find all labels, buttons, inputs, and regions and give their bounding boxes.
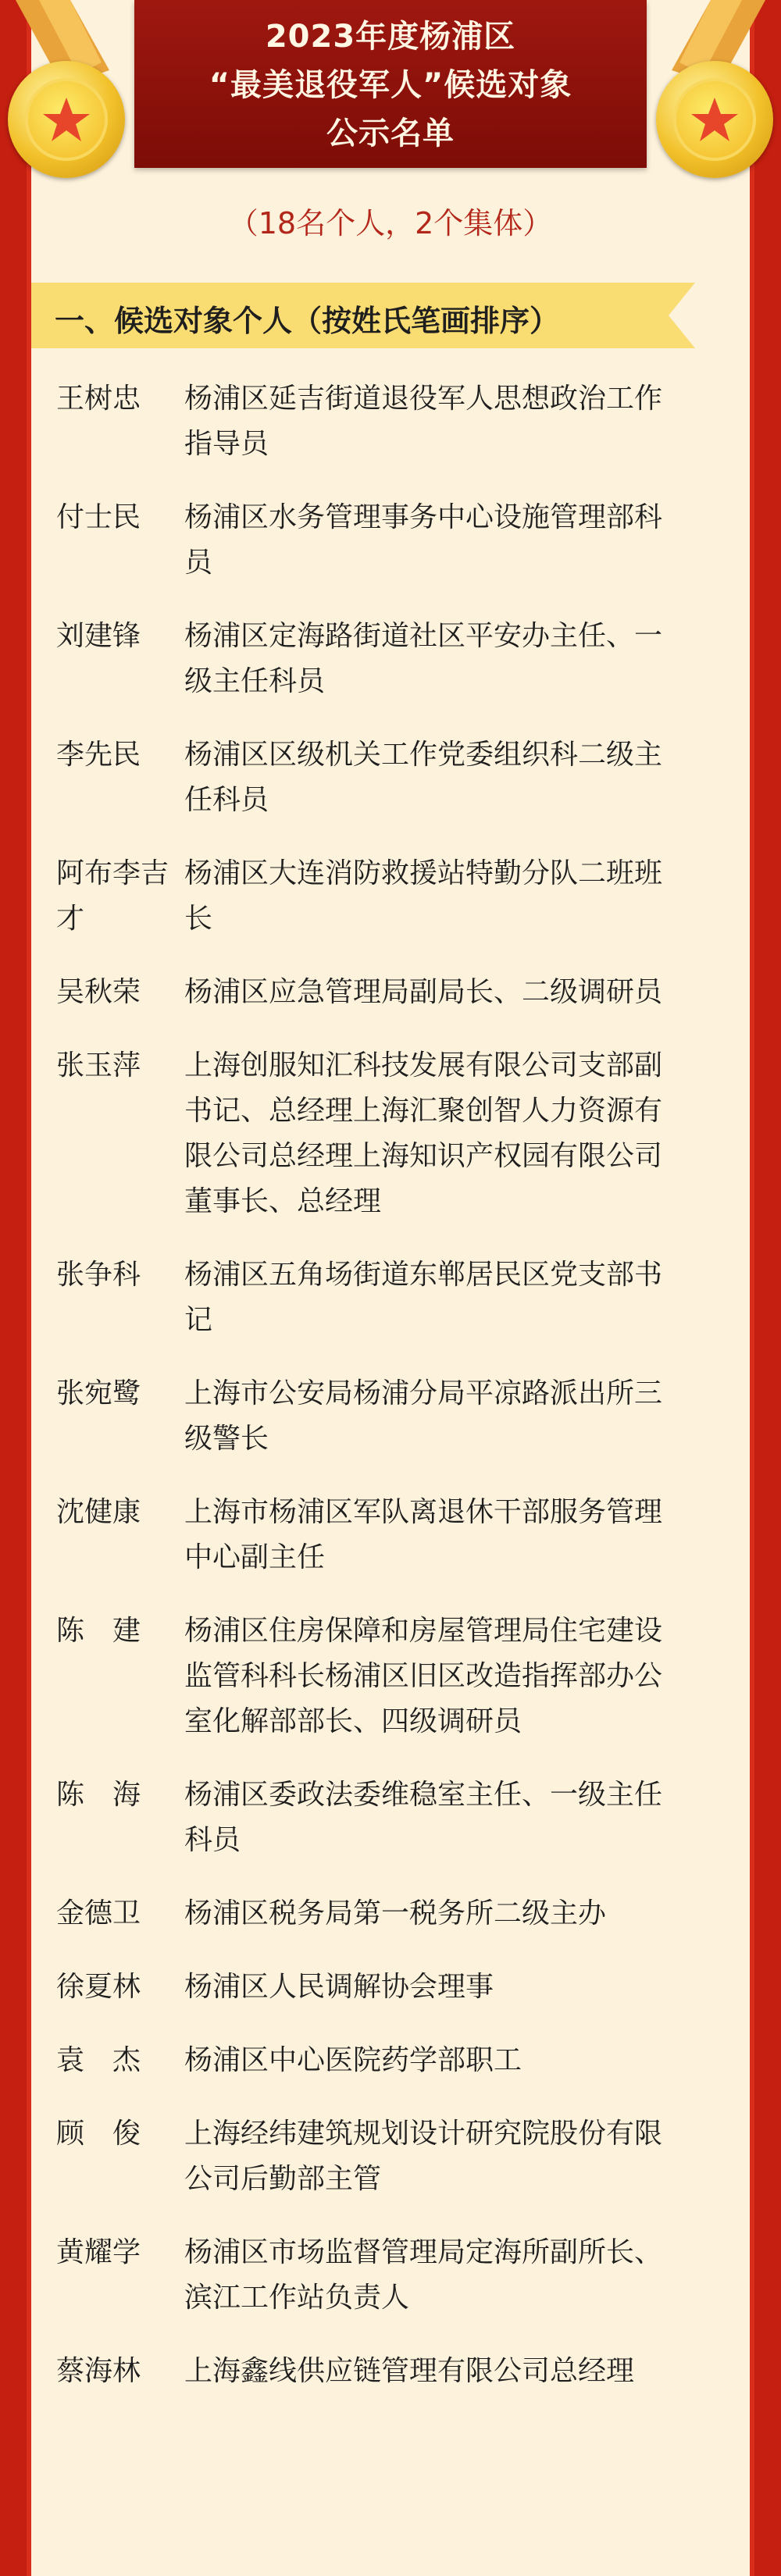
candidate-name: 刘建锋 [56, 620, 141, 652]
candidate-title: 杨浦区应急管理局副局长、二级调研员 [184, 976, 663, 1008]
list-item [0, 1356, 781, 1474]
candidate-name: 王树忠 [56, 383, 141, 415]
list-item [0, 1028, 781, 1237]
list-item [0, 836, 781, 954]
candidate-name: 金德卫 [56, 1897, 141, 1929]
candidate-title: 杨浦区水务管理事务中心设施管理部科员 [184, 501, 663, 579]
candidate-title: 杨浦区定海路街道社区平安办主任、一级主任科员 [184, 620, 663, 697]
list-item [0, 2214, 781, 2333]
candidate-name: 徐夏林 [56, 1971, 141, 2003]
candidate-name: 李先民 [56, 739, 141, 771]
candidate-name: 付士民 [56, 501, 141, 533]
list-item [0, 1876, 781, 1949]
candidate-title: 杨浦区五角场街道东郸居民区党支部书记 [184, 1259, 663, 1336]
candidate-name: 陈建 [56, 1615, 169, 1647]
candidate-title: 上海经纬建筑规划设计研究院股份有限公司后勤部主管 [184, 2118, 663, 2195]
candidate-name: 袁杰 [56, 2044, 169, 2076]
candidate-title: 杨浦区人民调解协会理事 [184, 1971, 494, 2003]
list-item [0, 361, 781, 479]
candidate-title: 上海创服知汇科技发展有限公司支部副书记、总经理上海汇聚创智人力资源有限公司总经理上海知识产权园有限公司董事长、总经理 [184, 1049, 663, 1217]
candidate-name: 顾俊 [56, 2118, 169, 2150]
title-line-2: “最美退役军人”候选对象 [209, 67, 572, 103]
candidate-name: 张争科 [56, 1259, 141, 1291]
candidate-title: 杨浦区延吉街道退役军人思想政治工作指导员 [184, 383, 663, 460]
candidate-title: 杨浦区税务局第一税务所二级主办 [184, 1897, 607, 1929]
list-item [0, 1237, 781, 1356]
candidate-title: 杨浦区市场监督管理局定海所副所长、滨江工作站负责人 [184, 2236, 663, 2314]
candidate-title: 杨浦区大连消防救援站特勤分队二班班长 [184, 857, 663, 935]
list-item [0, 598, 781, 717]
candidate-name: 沈健康 [56, 1496, 141, 1528]
candidate-title: 杨浦区中心医院药学部职工 [184, 2044, 522, 2076]
list-item [0, 2333, 781, 2407]
list-item [0, 1474, 781, 1593]
list-item [0, 2022, 781, 2096]
candidate-name: 蔡海林 [56, 2355, 141, 2387]
list-item [0, 2096, 781, 2214]
candidate-title: 杨浦区住房保障和房屋管理局住宅建设监管科科长杨浦区旧区改造指挥部办公室化解部部长、四级调研员 [184, 1615, 663, 1737]
candidate-title: 杨浦区委政法委维稳室主任、一级主任科员 [184, 1779, 663, 1856]
candidate-name: 张玉萍 [56, 1049, 141, 1081]
section-title: 一、候选对象个人（按姓氏笔画排序） [55, 304, 560, 338]
list-item [0, 1949, 781, 2022]
list-item [0, 1593, 781, 1757]
candidate-name: 陈海 [56, 1779, 169, 1811]
list-item [0, 479, 781, 598]
candidate-title: 上海鑫线供应链管理有限公司总经理 [184, 2355, 635, 2387]
star-medal-icon [656, 61, 773, 178]
candidate-title: 杨浦区区级机关工作党委组织科二级主任科员 [184, 739, 663, 816]
title-banner [134, 0, 647, 168]
list-item [0, 1757, 781, 1876]
title-line-1: 2023年度杨浦区 [265, 19, 516, 55]
list-item [0, 717, 781, 836]
candidate-title: 上海市杨浦区军队离退休干部服务管理中心副主任 [184, 1496, 663, 1573]
candidate-name: 张宛鹭 [56, 1377, 141, 1409]
list-item [0, 954, 781, 1028]
title-line-3: 公示名单 [326, 116, 455, 151]
candidate-name: 黄耀学 [56, 2236, 141, 2268]
star-medal-icon [8, 61, 125, 178]
summary-count: （18名个人，2个集体） [228, 206, 553, 240]
candidate-list [0, 361, 781, 2407]
candidate-name: 阿布李吉才 [56, 857, 169, 935]
candidate-title: 上海市公安局杨浦分局平凉路派出所三级警长 [184, 1377, 663, 1455]
candidate-name: 吴秋荣 [56, 976, 141, 1008]
